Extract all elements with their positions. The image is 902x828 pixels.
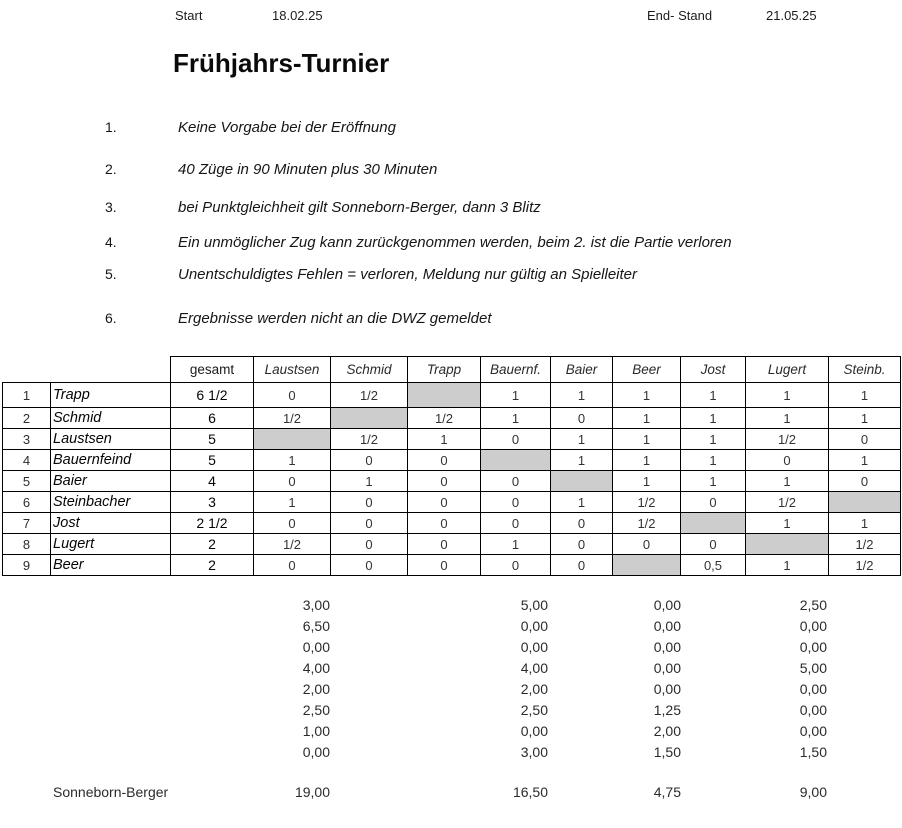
- total-points-cell: 2: [171, 534, 254, 555]
- sb-grid-value: 0,00: [799, 618, 827, 634]
- result-cell: 1: [746, 513, 829, 534]
- sb-grid-value: 3,00: [520, 744, 548, 760]
- sb-grid-value: 5,00: [799, 660, 827, 676]
- rule-number: 3.: [105, 199, 117, 215]
- result-cell: 1: [481, 383, 551, 408]
- rule-text: Keine Vorgabe bei der Eröffnung: [178, 119, 396, 136]
- rank-cell: 9: [3, 555, 51, 576]
- result-cell: 1: [613, 471, 681, 492]
- result-cell: 1: [829, 450, 901, 471]
- result-cell: 1: [613, 408, 681, 429]
- result-cell: 0: [254, 513, 331, 534]
- sb-grid-value: 2,00: [302, 681, 330, 697]
- result-cell: 0: [681, 534, 746, 555]
- result-cell: 1: [829, 513, 901, 534]
- result-cell: 1: [746, 555, 829, 576]
- column-header-player: Steinb.: [829, 357, 901, 383]
- result-cell: 1: [331, 471, 408, 492]
- sb-grid-value: 1,50: [653, 744, 681, 760]
- result-cell: 1: [681, 471, 746, 492]
- result-cell: 0: [551, 534, 613, 555]
- rank-cell: 3: [3, 429, 51, 450]
- total-points-cell: 5: [171, 429, 254, 450]
- result-cell: 1: [613, 383, 681, 408]
- rank-cell: 2: [3, 408, 51, 429]
- result-cell: 0: [481, 429, 551, 450]
- start-date: 18.02.25: [272, 8, 323, 23]
- result-cell: 0: [551, 555, 613, 576]
- result-cell: 0: [331, 534, 408, 555]
- result-cell: 0: [331, 513, 408, 534]
- result-cell: 1: [829, 383, 901, 408]
- rule-number: 6.: [105, 310, 117, 326]
- table-row: [3, 471, 901, 492]
- result-cell: 1: [746, 383, 829, 408]
- sb-grid-value: 3,00: [302, 597, 330, 613]
- header-spacer: [51, 357, 171, 383]
- sb-grid-value: 1,00: [302, 723, 330, 739]
- total-points-cell: 2: [171, 555, 254, 576]
- result-cell: 1/2: [746, 429, 829, 450]
- result-cell: 1: [408, 429, 481, 450]
- result-cell: 1/2: [746, 492, 829, 513]
- result-cell: 1/2: [331, 429, 408, 450]
- result-cell: 1/2: [408, 408, 481, 429]
- table-row: [3, 555, 901, 576]
- end-stand-label: End- Stand: [647, 8, 713, 23]
- player-name-cell: Bauernfeind: [51, 450, 171, 471]
- diagonal-cell: [481, 450, 551, 471]
- sb-grid-value: 0,00: [653, 639, 681, 655]
- column-header-gesamt: gesamt: [171, 357, 254, 383]
- table-row: [3, 429, 901, 450]
- result-cell: 1: [551, 429, 613, 450]
- table-row: [3, 408, 901, 429]
- rank-cell: 6: [3, 492, 51, 513]
- result-cell: 1: [746, 471, 829, 492]
- result-cell: 0: [551, 408, 613, 429]
- result-cell: 1: [481, 534, 551, 555]
- result-cell: 0: [481, 555, 551, 576]
- result-cell: 0: [408, 471, 481, 492]
- sb-grid-value: 0,00: [302, 744, 330, 760]
- rank-cell: 8: [3, 534, 51, 555]
- diagonal-cell: [829, 492, 901, 513]
- result-cell: 0: [829, 471, 901, 492]
- sb-grid-value: 1,50: [799, 744, 827, 760]
- table-row: [3, 534, 901, 555]
- crosstable: [2, 356, 901, 576]
- result-cell: 1: [829, 408, 901, 429]
- result-cell: 0: [408, 513, 481, 534]
- rule-number: 5.: [105, 266, 117, 282]
- diagonal-cell: [254, 429, 331, 450]
- player-name-cell: Jost: [51, 513, 171, 534]
- total-points-cell: 3: [171, 492, 254, 513]
- result-cell: 1: [681, 408, 746, 429]
- sonneborn-total-value: 4,75: [653, 784, 681, 800]
- diagonal-cell: [331, 408, 408, 429]
- result-cell: 1: [746, 408, 829, 429]
- rank-cell: 4: [3, 450, 51, 471]
- sb-grid-value: 0,00: [799, 702, 827, 718]
- end-stand-date: 21.05.25: [766, 8, 817, 23]
- table-row: [3, 492, 901, 513]
- sb-grid-value: 0,00: [653, 597, 681, 613]
- sb-grid-value: 0,00: [653, 681, 681, 697]
- total-points-cell: 6: [171, 408, 254, 429]
- sb-grid-value: 0,00: [302, 639, 330, 655]
- header-spacer: [3, 357, 51, 383]
- player-name-cell: Lugert: [51, 534, 171, 555]
- sb-grid-value: 0,00: [520, 723, 548, 739]
- result-cell: 0: [408, 450, 481, 471]
- start-label: Start: [175, 8, 203, 23]
- table-row: [3, 383, 901, 408]
- result-cell: 1: [613, 429, 681, 450]
- result-cell: 0: [408, 492, 481, 513]
- result-cell: 0: [254, 471, 331, 492]
- sb-grid-value: 0,00: [653, 618, 681, 634]
- rule-number: 2.: [105, 161, 117, 177]
- sb-grid-value: 0,00: [520, 639, 548, 655]
- sonneborn-total-value: 19,00: [294, 784, 330, 800]
- result-cell: 1/2: [829, 534, 901, 555]
- result-cell: 1/2: [613, 492, 681, 513]
- result-cell: 0: [408, 555, 481, 576]
- column-header-player: Schmid: [331, 357, 408, 383]
- result-cell: 1: [681, 450, 746, 471]
- sb-grid-value: 2,00: [653, 723, 681, 739]
- column-header-player: Jost: [681, 357, 746, 383]
- total-points-cell: 5: [171, 450, 254, 471]
- sb-grid-value: 5,00: [520, 597, 548, 613]
- column-header-player: Lugert: [746, 357, 829, 383]
- column-header-player: Bauernf.: [481, 357, 551, 383]
- result-cell: 1: [481, 408, 551, 429]
- column-header-player: Baier: [551, 357, 613, 383]
- result-cell: 0: [613, 534, 681, 555]
- sb-grid-value: 2,50: [799, 597, 827, 613]
- player-name-cell: Steinbacher: [51, 492, 171, 513]
- diagonal-cell: [746, 534, 829, 555]
- total-points-cell: 4: [171, 471, 254, 492]
- sb-grid-value: 0,00: [799, 639, 827, 655]
- sb-grid-value: 4,00: [302, 660, 330, 676]
- sb-grid-value: 0,00: [799, 681, 827, 697]
- column-header-player: Laustsen: [254, 357, 331, 383]
- table-row: [3, 513, 901, 534]
- sonneborn-total-value: 9,00: [799, 784, 827, 800]
- rank-cell: 5: [3, 471, 51, 492]
- sb-grid-value: 6,50: [302, 618, 330, 634]
- diagonal-cell: [613, 555, 681, 576]
- result-cell: 0: [829, 429, 901, 450]
- result-cell: 1: [613, 450, 681, 471]
- sb-grid-value: 2,00: [520, 681, 548, 697]
- player-name-cell: Trapp: [51, 383, 171, 408]
- result-cell: 1: [254, 492, 331, 513]
- result-cell: 0: [408, 534, 481, 555]
- rule-text: 40 Züge in 90 Minuten plus 30 Minuten: [178, 161, 438, 178]
- result-cell: 1: [551, 492, 613, 513]
- result-cell: 0: [331, 555, 408, 576]
- result-cell: 1: [551, 450, 613, 471]
- player-name-cell: Schmid: [51, 408, 171, 429]
- diagonal-cell: [681, 513, 746, 534]
- result-cell: 1/2: [254, 534, 331, 555]
- result-cell: 0: [481, 492, 551, 513]
- result-cell: 1/2: [829, 555, 901, 576]
- sb-grid-value: 2,50: [520, 702, 548, 718]
- result-cell: 0: [746, 450, 829, 471]
- total-points-cell: 6 1/2: [171, 383, 254, 408]
- result-cell: 0: [254, 555, 331, 576]
- sb-grid-value: 1,25: [653, 702, 681, 718]
- table-row: [3, 450, 901, 471]
- result-cell: 1: [254, 450, 331, 471]
- result-cell: 1: [681, 429, 746, 450]
- result-cell: 1: [551, 383, 613, 408]
- result-cell: 0: [481, 513, 551, 534]
- result-cell: 1/2: [613, 513, 681, 534]
- rank-cell: 7: [3, 513, 51, 534]
- diagonal-cell: [551, 471, 613, 492]
- sb-grid-value: 0,00: [520, 618, 548, 634]
- result-cell: 0: [254, 383, 331, 408]
- rule-text: Ergebnisse werden nicht an die DWZ gemeldet: [178, 310, 492, 327]
- player-name-cell: Baier: [51, 471, 171, 492]
- rule-text: Unentschuldigtes Fehlen = verloren, Meldung nur gültig an Spielleiter: [178, 266, 638, 283]
- player-name-cell: Beer: [51, 555, 171, 576]
- sb-grid-value: 4,00: [520, 660, 548, 676]
- rule-text: Ein unmöglicher Zug kann zurückgenommen werden, beim 2. ist die Partie verloren: [178, 234, 732, 251]
- result-cell: 0: [481, 471, 551, 492]
- column-header-player: Beer: [613, 357, 681, 383]
- rule-number: 4.: [105, 234, 117, 250]
- sonneborn-total-value: 16,50: [512, 784, 548, 800]
- page-title: Frühjahrs-Turnier: [173, 48, 390, 78]
- sb-grid-value: 2,50: [302, 702, 330, 718]
- result-cell: 1/2: [254, 408, 331, 429]
- result-cell: 0: [551, 513, 613, 534]
- rank-cell: 1: [3, 383, 51, 408]
- sonneborn-berger-label: Sonneborn-Berger: [53, 784, 169, 800]
- sb-grid-value: 0,00: [653, 660, 681, 676]
- result-cell: 1/2: [331, 383, 408, 408]
- diagonal-cell: [408, 383, 481, 408]
- result-cell: 0,5: [681, 555, 746, 576]
- rule-text: bei Punktgleichheit gilt Sonneborn-Berger, dann 3 Blitz: [178, 199, 541, 216]
- sb-grid-value: 0,00: [799, 723, 827, 739]
- crosstable-table: [2, 356, 901, 576]
- result-cell: 0: [331, 450, 408, 471]
- rule-number: 1.: [105, 119, 117, 135]
- result-cell: 0: [681, 492, 746, 513]
- total-points-cell: 2 1/2: [171, 513, 254, 534]
- column-header-player: Trapp: [408, 357, 481, 383]
- result-cell: 1: [681, 383, 746, 408]
- result-cell: 0: [331, 492, 408, 513]
- player-name-cell: Laustsen: [51, 429, 171, 450]
